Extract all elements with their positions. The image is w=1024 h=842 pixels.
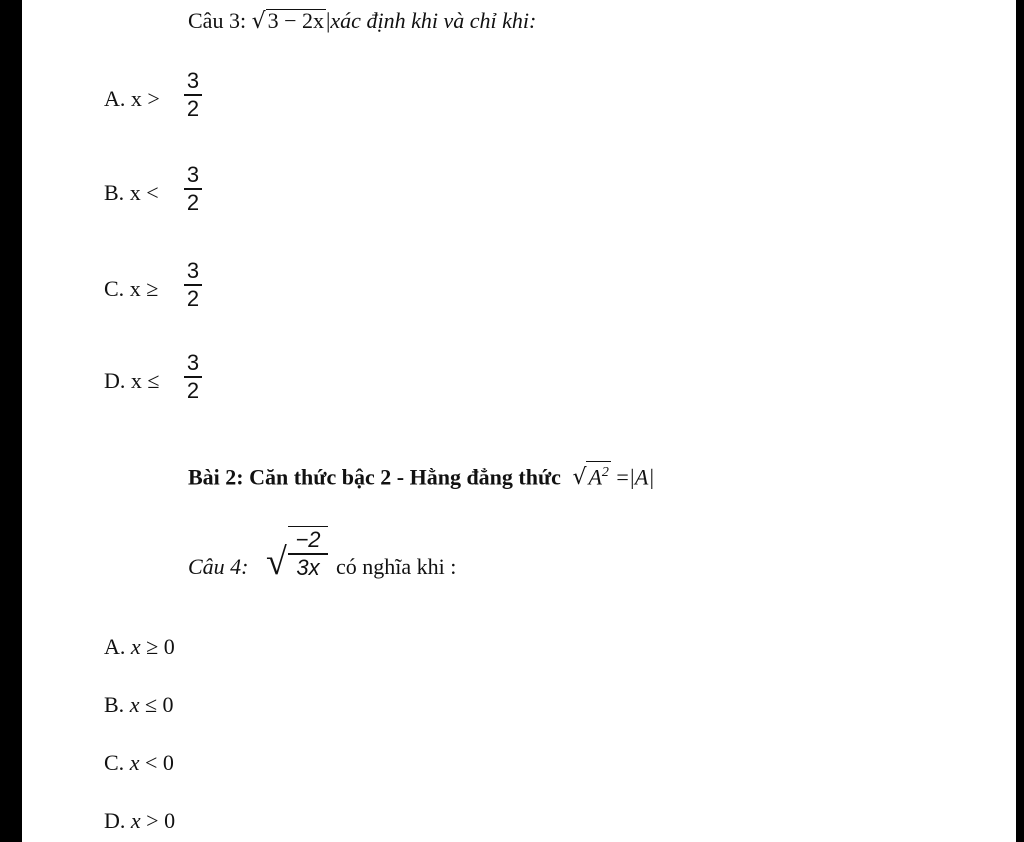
fraction-numerator: 3 — [186, 162, 200, 187]
option-value: 0 — [164, 808, 176, 833]
q3-option-c[interactable] — [104, 276, 158, 302]
q3-radicand: 3 − 2x — [267, 8, 325, 33]
text-cursor: | — [326, 8, 331, 33]
q4-option-d[interactable] — [104, 808, 175, 834]
fraction-numerator: 3 — [186, 350, 200, 375]
document-page — [22, 0, 1016, 842]
q3-option-d[interactable] — [104, 368, 159, 394]
option-label: C. — [104, 750, 125, 775]
option-label: D. — [104, 368, 126, 393]
fraction-numerator: −2 — [295, 527, 321, 552]
fraction-numerator: 3 — [186, 68, 200, 93]
option-op: ≤ — [147, 368, 160, 393]
fraction-denominator: 2 — [186, 378, 200, 403]
option-value: 0 — [162, 692, 174, 717]
section-base: A — [588, 464, 602, 490]
option-var: x — [130, 808, 141, 833]
fraction-denominator: 2 — [186, 286, 200, 311]
option-label: B. — [104, 180, 125, 205]
q3-option-b[interactable] — [104, 180, 159, 206]
section-abs: |A| — [628, 464, 655, 490]
option-op: ≤ — [144, 692, 158, 717]
section-radicand — [586, 461, 610, 488]
fraction-numerator: 3 — [186, 258, 200, 283]
option-value: 0 — [162, 750, 174, 775]
q3-prefix: Câu 3: — [188, 8, 247, 33]
q3-sqrt-icon: √ — [251, 9, 266, 34]
q3-option-d-fraction — [184, 352, 202, 402]
q4-suffix: có nghĩa khi : — [336, 554, 457, 579]
fraction-denominator: 2 — [186, 190, 200, 215]
q3-option-c-fraction — [184, 260, 202, 310]
section-sqrt-icon: √ — [572, 465, 587, 491]
section-exponent: 2 — [601, 465, 609, 480]
section-heading — [188, 461, 654, 491]
option-op: > — [147, 86, 160, 111]
q4-sqrt-icon: √ — [266, 541, 287, 583]
q3-option-a-fraction — [184, 70, 202, 120]
q3-condition: xác định khi và chỉ khi: — [330, 8, 537, 33]
option-var: x — [129, 180, 141, 205]
q4-option-a[interactable] — [104, 634, 175, 660]
fraction-denominator: 2 — [186, 96, 200, 121]
q3-option-a[interactable] — [104, 86, 160, 112]
option-var: x — [129, 692, 140, 717]
option-op: > — [146, 808, 159, 833]
option-var: x — [129, 750, 140, 775]
option-op: ≥ — [146, 276, 159, 301]
option-value: 0 — [163, 634, 175, 659]
fraction-denominator: 3x — [296, 555, 320, 580]
q4-option-c[interactable] — [104, 750, 174, 776]
option-var: x — [129, 276, 141, 301]
q4-fraction — [288, 526, 328, 579]
option-op: < — [146, 180, 159, 205]
option-op: < — [144, 750, 158, 775]
option-op: ≥ — [146, 634, 159, 659]
section-title: Bài 2: Căn thức bậc 2 - Hằng đẳng thức — [188, 464, 561, 490]
q3-line — [188, 8, 536, 35]
option-var: x — [130, 86, 142, 111]
q4-prefix: Câu 4: — [188, 554, 249, 579]
q3-option-b-fraction — [184, 164, 202, 214]
q4-option-b[interactable] — [104, 692, 174, 718]
option-var: x — [130, 368, 142, 393]
option-label: A. — [104, 86, 126, 111]
section-equals: = — [616, 464, 629, 490]
option-var: x — [130, 634, 141, 659]
option-label: D. — [104, 808, 126, 833]
option-label: B. — [104, 692, 125, 717]
option-label: A. — [104, 634, 126, 659]
option-label: C. — [104, 276, 125, 301]
